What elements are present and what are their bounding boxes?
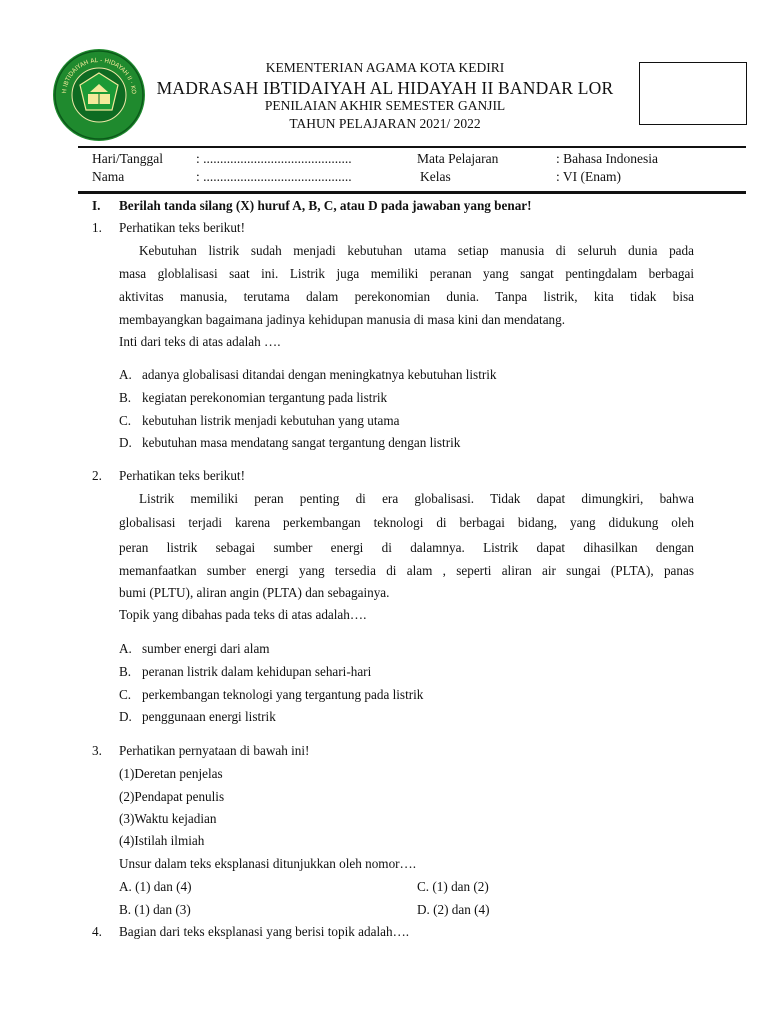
school-name: MADRASAH IBTIDAIYAH AL HIDAYAH II BANDAR LOR (156, 78, 614, 98)
q3-intro: Perhatikan pernyataan di bawah ini! (119, 743, 310, 758)
hari-label: Hari/Tanggal (92, 151, 164, 166)
q2-option-c-text: perkembangan teknologi yang tergantung pada listrik (142, 687, 424, 702)
kelas-label: Kelas (420, 169, 451, 184)
q2-option-c-letter[interactable]: C. (119, 687, 132, 702)
q2-paragraph-line: Listrik memiliki peran penting di era globalisasi. Tidak dapat dimungkiri, bahwa (139, 491, 694, 506)
q2-intro: Perhatikan teks berikut! (119, 468, 245, 483)
q1-question: Inti dari teks di atas adalah …. (119, 334, 281, 349)
q2-number: 2. (92, 468, 102, 483)
q4-question: Bagian dari teks eksplanasi yang berisi topik adalah…. (119, 924, 410, 939)
q1-paragraph-line: membayangkan bagaimana jadinya kehidupan manusia di masa kini dan mendatang. (119, 312, 566, 327)
q2-paragraph-line: memanfaatkan sumber energi yang tersedia di alam , seperti aliran air sungai (PLTA), panas (119, 563, 694, 578)
exam-title: PENILAIAN AKHIR SEMESTER GANJIL (264, 98, 506, 113)
q1-number: 1. (92, 220, 102, 235)
q2-paragraph-line: bumi (PLTU), aliran angin (PLTA) dan sebagainya. (119, 585, 390, 600)
q1-option-a-letter[interactable]: A. (119, 367, 132, 382)
q2-option-b-text: peranan listrik dalam kehidupan sehari-hari (142, 664, 372, 679)
q1-option-c-letter[interactable]: C. (119, 413, 132, 428)
q2-paragraph-line: peran listrik sebagai sumber energi di dalamnya. Listrik dapat dihasilkan dengan (119, 540, 694, 555)
q2-option-a-text: sumber energi dari alam (142, 641, 270, 656)
nama-label: Nama (92, 169, 125, 184)
q4-number: 4. (92, 924, 102, 939)
kelas-value: : VI (Enam) (556, 169, 621, 184)
q3-option-d[interactable]: D. (2) dan (4) (417, 902, 490, 917)
q1-option-d-letter[interactable]: D. (119, 435, 132, 450)
nama-field[interactable]: : ............................................ (196, 169, 352, 184)
q1-option-c-text: kebutuhan listrik menjadi kebutuhan yang utama (142, 413, 400, 428)
q1-option-d-text: kebutuhan masa mendatang sangat tergantung dengan listrik (142, 435, 461, 450)
q1-option-a-text: adanya globalisasi ditandai dengan meningkatnya kebutuhan listrik (142, 367, 497, 382)
q3-option-a[interactable]: A. (1) dan (4) (119, 879, 192, 894)
q1-paragraph-line: masa globlalisasi saat ini. Listrik juga memiliki peranan yang sangat pentingdalam berbagai (119, 266, 694, 281)
header-rule-bottom (78, 191, 746, 194)
section-instruction: Berilah tanda silang (X) huruf A, B, C, atau D pada jawaban yang benar! (119, 198, 532, 213)
ministry-title: KEMENTERIAN AGAMA KOTA KEDIRI (265, 60, 505, 75)
q1-option-b-letter[interactable]: B. (119, 390, 132, 405)
score-box (639, 62, 747, 125)
mapel-label: Mata Pelajaran (417, 151, 499, 166)
q3-item: (4)Istilah ilmiah (119, 833, 205, 848)
q1-paragraph-line: Kebutuhan listrik sudah menjadi kebutuhan utama setiap manusia di seluruh dunia pada (139, 243, 694, 258)
q1-option-b-text: kegiatan perekonomian tergantung pada listrik (142, 390, 388, 405)
q2-option-b-letter[interactable]: B. (119, 664, 132, 679)
q3-item: (3)Waktu kejadian (119, 811, 217, 826)
q3-question: Unsur dalam teks eksplanasi ditunjukkan oleh nomor…. (119, 856, 417, 871)
q3-option-c[interactable]: C. (1) dan (2) (417, 879, 489, 894)
q1-intro: Perhatikan teks berikut! (119, 220, 245, 235)
mapel-value: : Bahasa Indonesia (556, 151, 658, 166)
q2-paragraph-line: globalisasi terjadi karena perkembangan teknologi di berbagai bidang, yang didukung oleh (119, 515, 694, 530)
header-rule-top (78, 146, 746, 148)
hari-field[interactable]: : ............................................ (196, 151, 352, 166)
q2-option-d-text: penggunaan energi listrik (142, 709, 276, 724)
q3-option-b[interactable]: B. (1) dan (3) (119, 902, 191, 917)
q2-option-a-letter[interactable]: A. (119, 641, 132, 656)
q3-item: (1)Deretan penjelas (119, 766, 223, 781)
logo-text: H IBTIDAIYAH AL - HIDAYAH II · KO (60, 56, 138, 95)
school-logo (52, 48, 146, 142)
q3-number: 3. (92, 743, 102, 758)
q2-question: Topik yang dibahas pada teks di atas adalah…. (119, 607, 367, 622)
section-number: I. (92, 198, 101, 213)
academic-year: TAHUN PELAJARAN 2021/ 2022 (289, 116, 481, 131)
q3-item: (2)Pendapat penulis (119, 789, 225, 804)
q1-paragraph-line: aktivitas manusia, terutama dalam perekonomian dunia. Tanpa listrik, kita tidak bisa (119, 289, 694, 304)
q2-option-d-letter[interactable]: D. (119, 709, 132, 724)
